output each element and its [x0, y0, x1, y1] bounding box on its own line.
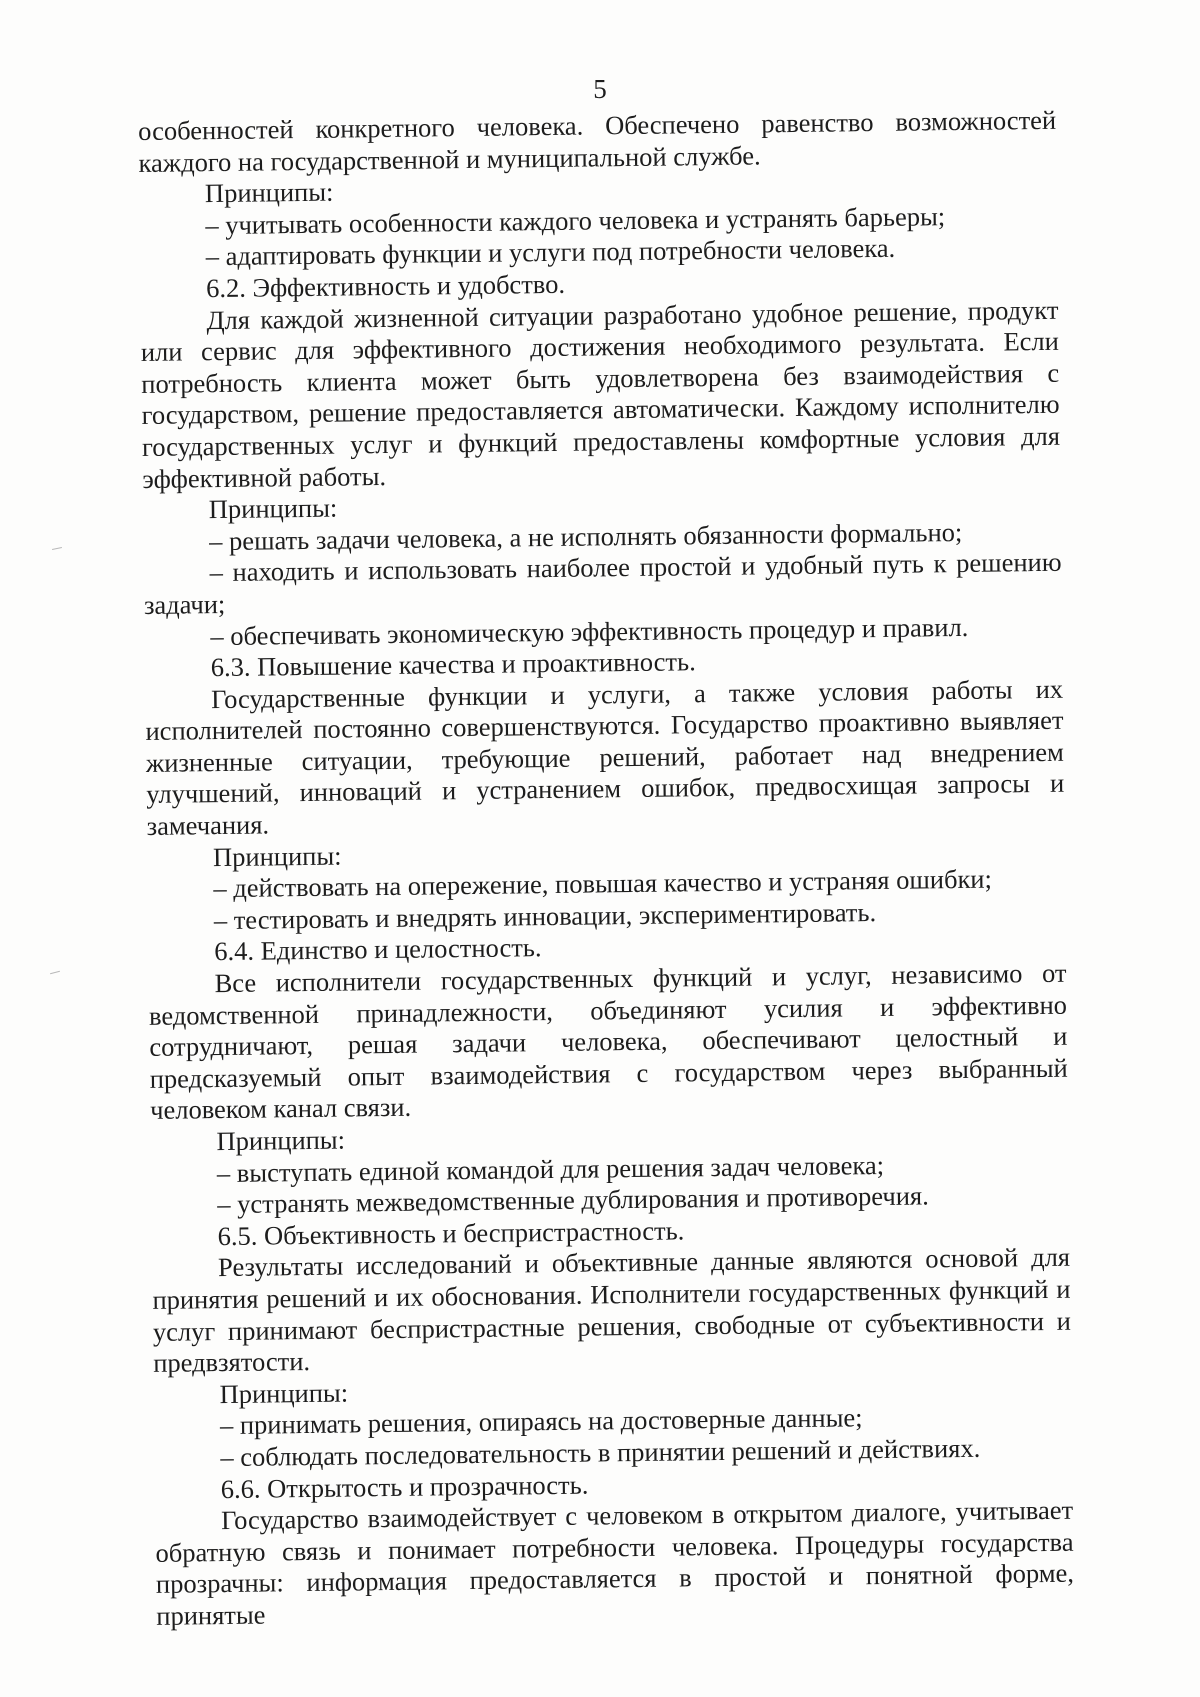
section-heading: 6.5. Объективность и беспристрастность.	[217, 1215, 685, 1251]
page-number: 5	[593, 74, 607, 104]
section-heading: 6.6. Открытость и прозрачность.	[220, 1469, 589, 1504]
section-heading: 6.3. Повышение качества и проактивность.	[210, 646, 696, 683]
list-item: – обеспечивать экономическую эффективность процедур и правил.	[210, 611, 969, 651]
paragraph: Все исполнители государственных функций и услуг, независимо от ведомственной принадлежности, объединяют усилия и эффективно сотрудничают, решая задачи человека, обеспечивают целостный и предсказуемый опыт взаимодействия с государством через выбранный человеком канал связи.	[148, 957, 1068, 1126]
section-heading: 6.2. Эффективность и удобство.	[205, 268, 566, 304]
list-item: – учитывать особенности каждого человека и устранять барьеры;	[205, 200, 946, 240]
list-item: – действовать на опережение, повышая качество и устраняя ошибки;	[213, 863, 993, 904]
principles-heading: Принципы:	[204, 176, 334, 209]
section-heading: 6.4. Единство и целостность.	[214, 932, 542, 967]
principles-heading: Принципы:	[219, 1377, 349, 1409]
principles-heading: Принципы:	[216, 1124, 346, 1157]
paragraph: Государство взаимодействует с человеком в открытом диалоге, учитывает обратную связь и понимает потребности человека. Процедуры государства прозрачны: информация предоставляется в простой и понятной форме, принятые	[155, 1494, 1075, 1631]
paragraph: особенностей конкретного человека. Обеспечено равенство возможностей каждого на государственной и муниципальной службе.	[138, 104, 1057, 178]
paragraph: Результаты исследований и объективные данные являются основой для принятия решений и их обоснования. Исполнители государственных функций и услуг принимают беспристрастные решения, свободные от субъективности и предвзятости.	[152, 1242, 1071, 1379]
paragraph: Государственные функции и услуги, а также условия работы их исполнителей постоянно совершенствуются. Государство проактивно выявляет жизненные ситуации, требующие решений, работает над внедрением улучшений, инноваций и устранением ошибок, предвосхищая запросы и замечания.	[145, 673, 1065, 842]
list-item: – выступать единой командой для решения задач человека;	[216, 1149, 885, 1188]
list-item: – тестировать и внедрять инновации, экспериментировать.	[213, 896, 877, 935]
list-item: – решать задачи человека, а не исполнять обязанности формально;	[209, 516, 963, 556]
list-item: – адаптировать функции и услуги под потребности человека.	[205, 233, 896, 272]
list-item: – соблюдать последовательность в принятии решений и действиях.	[220, 1432, 981, 1473]
list-item: – принимать решения, опираясь на достоверные данные;	[219, 1402, 863, 1441]
scan-mark	[52, 547, 62, 550]
principles-heading: Принципы:	[212, 840, 342, 872]
paragraph: Для каждой жизненной ситуации разработано удобное решение, продукт или сервис для эффективного достижения необходимого результата. Если потребность клиента может быть удовлетворена без взаимодействия с государством, решение предоставляется автоматически. Каждому исполнителю государственных услуг и функций предоставлены комфортные условия для эффективной работы.	[140, 294, 1061, 494]
document-body	[138, 105, 1074, 1633]
list-item: – устранять межведомственные дублирования и противоречия.	[217, 1180, 929, 1220]
principles-heading: Принципы:	[208, 492, 338, 525]
scan-mark	[50, 971, 60, 974]
list-item: – находить и использовать наиболее простой и удобный путь к решению задачи;	[143, 547, 1062, 620]
